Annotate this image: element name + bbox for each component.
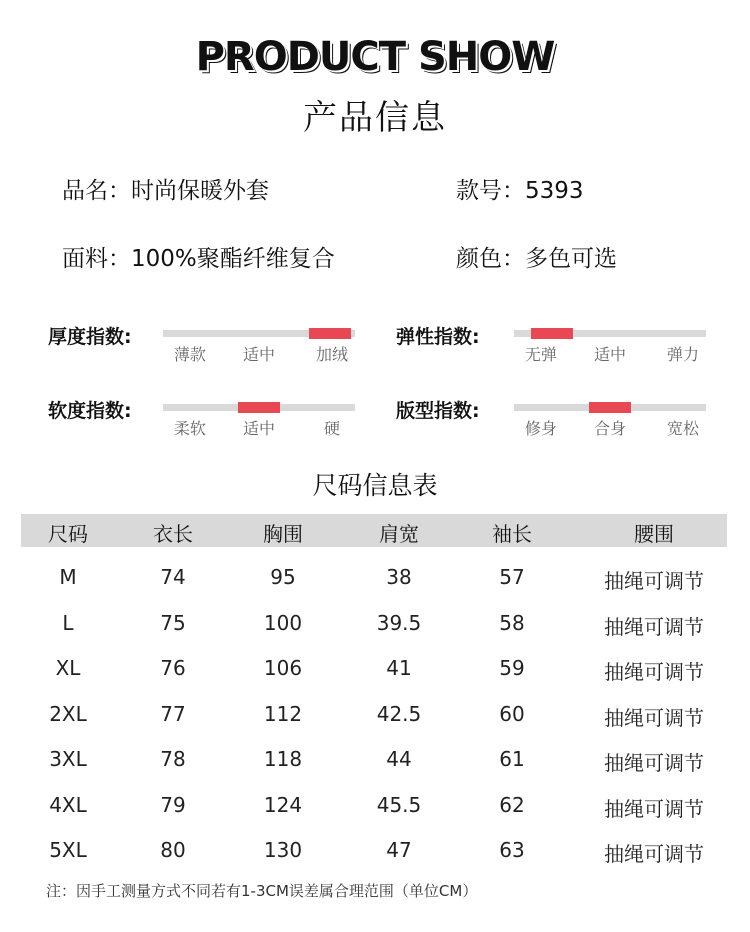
table-cell: 抽绳可调节	[604, 614, 704, 639]
table-cell: 抽绳可调节	[604, 796, 704, 821]
size-table-title: 尺码信息表	[312, 471, 438, 500]
index-option: 适中	[593, 345, 627, 364]
table-cell: 75	[160, 610, 186, 635]
index-option: 适中	[242, 345, 276, 364]
table-cell: 57	[499, 565, 525, 589]
index-indicator	[531, 328, 573, 339]
index-option: 加绒	[315, 345, 348, 364]
product-fabric	[62, 240, 335, 273]
table-header-cell: 袖长	[492, 522, 532, 546]
table-cell: 45.5	[376, 792, 422, 817]
table-cell: 抽绳可调节	[604, 751, 704, 775]
table-cell: 抽绳可调节	[604, 660, 704, 684]
table-header-cell: 肩宽	[379, 522, 419, 546]
index-option: 适中	[242, 419, 276, 438]
table-cell: 100	[263, 610, 303, 635]
index-option: 无弹	[524, 345, 557, 364]
product-color	[456, 240, 617, 273]
table-cell: 59	[499, 656, 525, 680]
product-model-value: 5393	[525, 178, 584, 204]
product-fabric-value: 100%聚酯纤维复合	[131, 246, 335, 272]
table-cell: 106	[263, 656, 303, 680]
table-cell: 80	[160, 838, 186, 862]
index-label: 弹性指数:	[396, 326, 480, 348]
table-cell: 77	[160, 701, 186, 726]
table-cell: 2XL	[49, 701, 87, 726]
table-cell: 39.5	[376, 610, 422, 635]
table-cell: 74	[160, 565, 186, 589]
table-cell: L	[62, 610, 74, 635]
table-cell: 118	[263, 747, 303, 771]
index-option: 弹力	[666, 345, 699, 364]
product-name	[62, 172, 269, 205]
index-indicator	[238, 402, 280, 413]
index-option: 柔软	[173, 419, 206, 438]
measurement-note: 注：因手工测量方式不同若有1-3CM误差属合理范围（单位CM）	[46, 882, 478, 900]
table-cell: 63	[499, 838, 525, 862]
table-cell: 41	[386, 656, 412, 680]
table-cell: 抽绳可调节	[604, 569, 704, 593]
table-cell: M	[59, 565, 77, 589]
table-cell: 124	[263, 792, 303, 817]
table-cell: 3XL	[49, 747, 87, 771]
index-label: 厚度指数:	[48, 326, 132, 348]
index-track	[514, 330, 706, 337]
table-cell: 130	[263, 838, 303, 862]
product-name-value: 时尚保暖外套	[131, 178, 269, 204]
index-indicator	[589, 402, 631, 413]
table-cell: 95	[270, 565, 296, 589]
table-cell: 78	[160, 747, 186, 771]
table-header-cell: 尺码	[48, 522, 88, 546]
index-option: 薄款	[173, 345, 206, 364]
table-cell: 79	[160, 792, 186, 817]
page-title-cn: 产品信息	[303, 98, 447, 138]
table-cell: 47	[386, 838, 412, 862]
table-cell: 58	[499, 610, 525, 635]
product-color-value: 多色可选	[525, 246, 617, 272]
table-cell: 抽绳可调节	[604, 842, 704, 866]
index-option: 修身	[524, 419, 557, 438]
index-option: 硬	[323, 419, 340, 438]
product-model-label: 款号：	[456, 178, 525, 204]
product-model	[456, 172, 584, 205]
table-cell: 112	[263, 701, 303, 726]
table-cell: 42.5	[376, 701, 422, 726]
table-cell: 61	[499, 747, 525, 771]
index-label: 版型指数:	[396, 400, 480, 422]
product-name-label: 品名：	[62, 178, 131, 204]
index-label: 软度指数:	[48, 400, 132, 422]
index-track	[163, 404, 355, 411]
size-table-header	[21, 514, 727, 547]
index-indicator	[309, 328, 351, 339]
table-cell: 76	[160, 656, 186, 680]
index-track	[514, 404, 706, 411]
table-cell: 38	[386, 565, 412, 589]
table-cell: 62	[499, 792, 525, 817]
table-cell: 44	[386, 747, 412, 771]
index-option: 宽松	[666, 419, 699, 438]
table-cell: XL	[55, 656, 81, 680]
table-cell: 抽绳可调节	[604, 705, 704, 730]
table-cell: 5XL	[49, 838, 87, 862]
index-option: 合身	[593, 419, 627, 438]
index-track	[163, 330, 355, 337]
table-cell: 60	[499, 701, 525, 726]
table-header-cell: 衣长	[153, 522, 193, 546]
table-header-cell: 胸围	[263, 522, 303, 546]
page-title-en: PRODUCT SHOW	[195, 34, 555, 80]
table-header-cell: 腰围	[634, 522, 674, 546]
table-cell: 4XL	[49, 792, 87, 817]
product-fabric-label: 面料：	[62, 246, 131, 272]
product-color-label: 颜色：	[456, 246, 525, 272]
